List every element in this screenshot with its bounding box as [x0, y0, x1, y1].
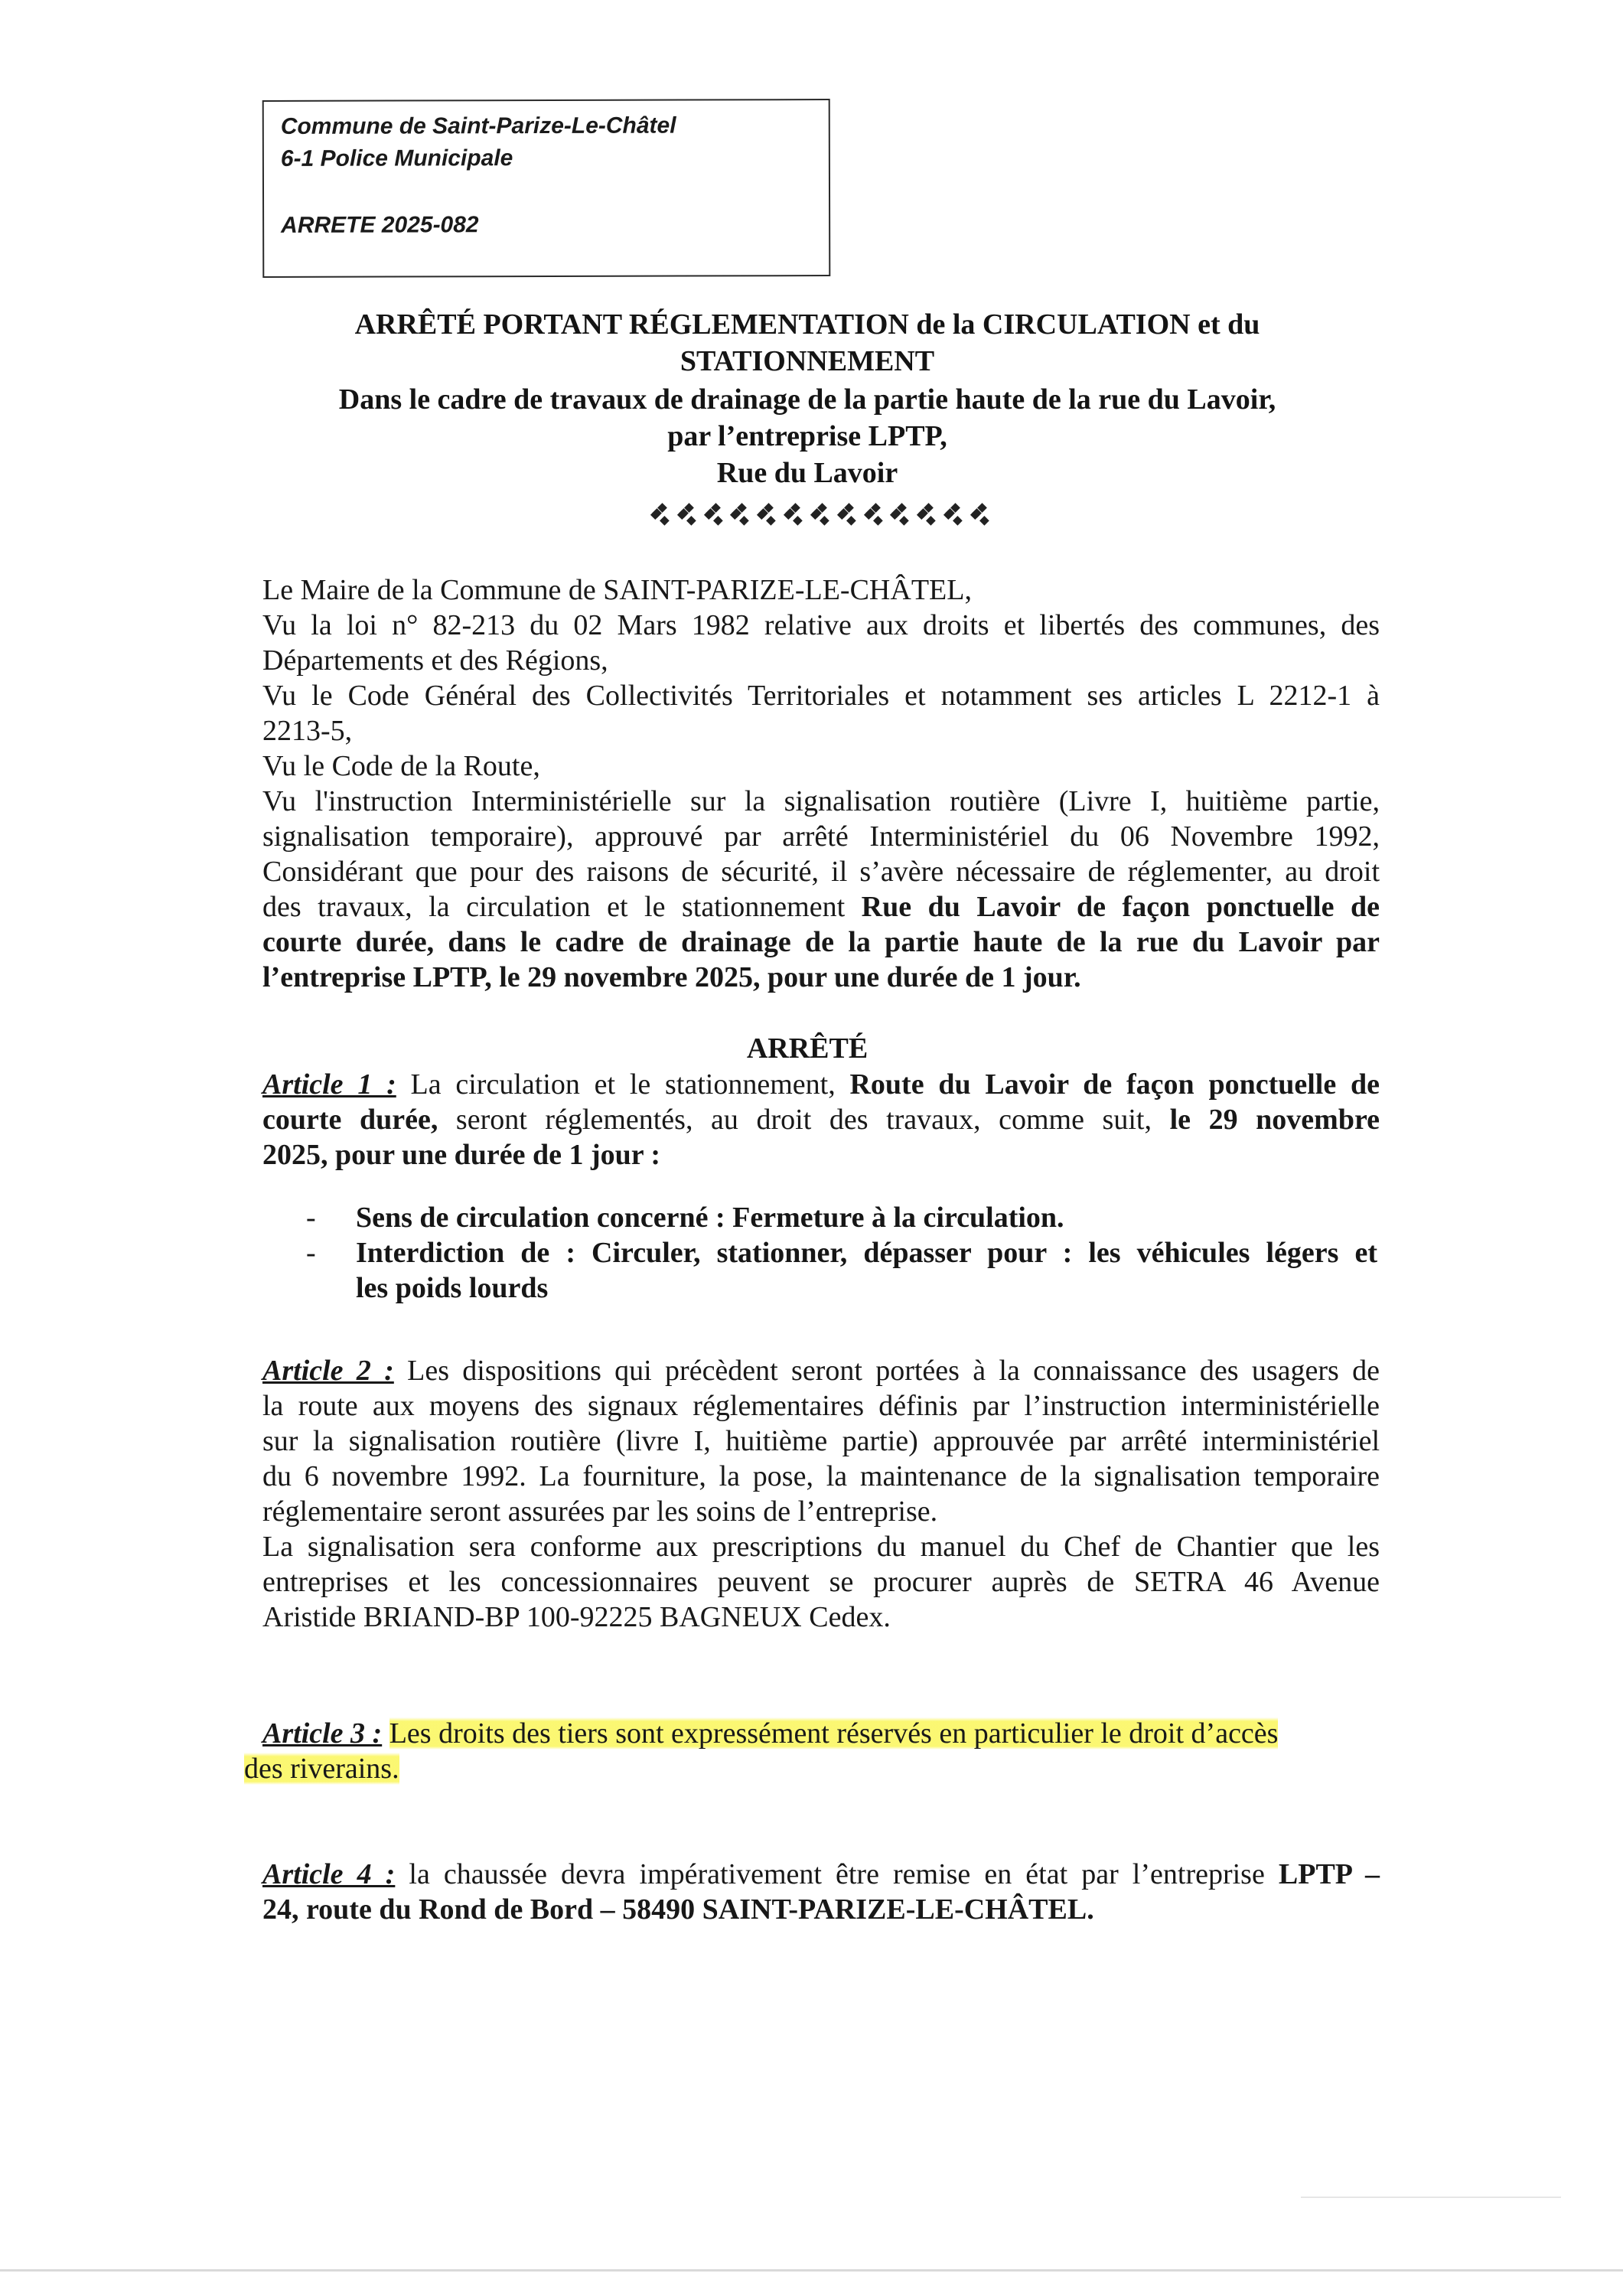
list-item: - Interdiction de : Circuler, stationner, dépasser pour : les véhicules légers et: [306, 1237, 1377, 1269]
diamond-ornament-icon: [947, 504, 964, 521]
diamond-ornament-icon: [708, 504, 725, 521]
diamond-ornament-icon: [894, 504, 911, 521]
header-box: [262, 99, 831, 278]
commune-name: Commune de Saint-Parize-Le-Châtel: [280, 113, 676, 139]
diamond-ornament-icon: [814, 504, 831, 521]
decision-heading: ARRÊTÉ: [746, 1032, 869, 1065]
title-line-1: ARRÊTÉ PORTANT RÉGLEMENTATION de la CIRCULATION et du: [354, 308, 1260, 341]
article-1: Article 1 : La circulation et le stationnement, Route du Lavoir de façon ponctuelle de courte durée, seront réglementés, au droit des travaux, comme suit, le 29 novembre 2025, pour une durée de 1 jour :: [262, 1068, 1380, 1171]
preamble: [262, 572, 1380, 995]
scan-bottom-edge: [0, 2269, 1623, 2272]
article-2: Article 2 : Les dispositions qui précèdent seront portées à la connaissance des usagers de la route aux moyens des signaux réglementaires définis par l’instruction interministérielle sur la signalisation routière (livre I, huitième partie) approuvée par arrêté interministériel du 6 novembre 1992. La fourniture, la pose, la maintenance de la signalisation temporaire réglementaire seront assurées par les soins de l’entreprise. La signalisation sera conforme aux prescriptions du manuel du Chef de Chantier que les entreprises et les concessionnaires peuvent se procurer auprès de SETRA 46 Avenue Aristide BRIAND-BP 100-92225 BAGNEUX Cedex.: [262, 1355, 1380, 1633]
diamond-ornament-icon: [734, 504, 751, 521]
list-item: - Sens de circulation concerné : Fermeture à la circulation.: [306, 1202, 1064, 1234]
title-line-2: STATIONNEMENT: [680, 345, 935, 377]
diamond-ornament-icon: [841, 504, 858, 521]
article-4-label: Article 4 :: [262, 1858, 396, 1890]
diamond-ornament-icon: [868, 504, 885, 521]
preamble-line: Vu la loi n° 82-213 du 02 Mars 1982 relative aux droits et libertés des communes, des: [262, 609, 1380, 641]
document-title: [253, 306, 1362, 491]
highlighted-text: des riverains.: [244, 1753, 399, 1785]
article-1-list: - Sens de circulation concerné : Fermeture à la circulation. - Interdiction de : Circuler, stationner, dépasser pour : les véhicules légers et les poids lourds: [306, 1202, 1377, 1304]
preamble-line: l’entreprise LPTP, le 29 novembre 2025, pour une durée de 1 jour.: [262, 961, 1081, 993]
preamble-line: Vu le Code Général des Collectivités Territoriales et notamment ses articles L 2212-1 à: [262, 680, 1380, 712]
title-line-3: Dans le cadre de travaux de drainage de la partie haute de la rue du Lavoir,: [338, 383, 1276, 416]
diamond-ornament-icon: [761, 504, 777, 521]
diamond-ornament-icon: [787, 504, 804, 521]
preamble-line: Le Maire de la Commune de SAINT-PARIZE-LE-CHÂTEL,: [262, 574, 972, 606]
title-line-4: par l’entreprise LPTP,: [667, 420, 947, 452]
article-1-label: Article 1 :: [262, 1068, 396, 1101]
preamble-line: Considérant que pour des raisons de sécurité, il s’avère nécessaire de réglementer, au droit: [262, 856, 1380, 888]
article-2-label: Article 2 :: [262, 1355, 394, 1387]
preamble-line: Vu l'instruction Interministérielle sur la signalisation routière (Livre I, huitième partie,: [262, 785, 1380, 817]
arrete-reference: ARRETE 2025-082: [281, 212, 479, 238]
diamond-ornament-icon: [974, 504, 991, 521]
preamble-line: Vu le Code de la Route,: [262, 750, 540, 782]
preamble-line: 2213-5,: [262, 715, 353, 747]
diamond-ornament-icon: [921, 504, 937, 521]
article-3: [244, 1716, 1380, 1786]
scan-edge-line: [1301, 2197, 1561, 2198]
title-line-5: Rue du Lavoir: [716, 457, 898, 489]
diamond-ornament-icon: [681, 504, 698, 521]
ornament-divider: [654, 497, 991, 528]
highlighted-text: Les droits des tiers sont expressément réservés en particulier le droit d’accès: [389, 1717, 1279, 1750]
service-name: 6-1 Police Municipale: [280, 145, 513, 171]
article-4: Article 4 : la chaussée devra impérativement être remise en état par l’entreprise LPTP – 24, route du Rond de Bord – 58490 SAINT-PARIZE-LE-CHÂTEL.: [262, 1858, 1380, 1926]
preamble-line: courte durée, dans le cadre de drainage de la partie haute de la rue du Lavoir par: [262, 926, 1380, 958]
preamble-line: signalisation temporaire), approuvé par arrêté Interministériel du 06 Novembre 1992,: [262, 820, 1380, 853]
preamble-line: des travaux, la circulation et le stationnement Rue du Lavoir de façon ponctuelle de: [262, 891, 1380, 923]
article-3-label: Article 3 :: [262, 1717, 383, 1750]
diamond-ornament-icon: [654, 504, 671, 521]
preamble-line: Départements et des Régions,: [262, 644, 608, 677]
